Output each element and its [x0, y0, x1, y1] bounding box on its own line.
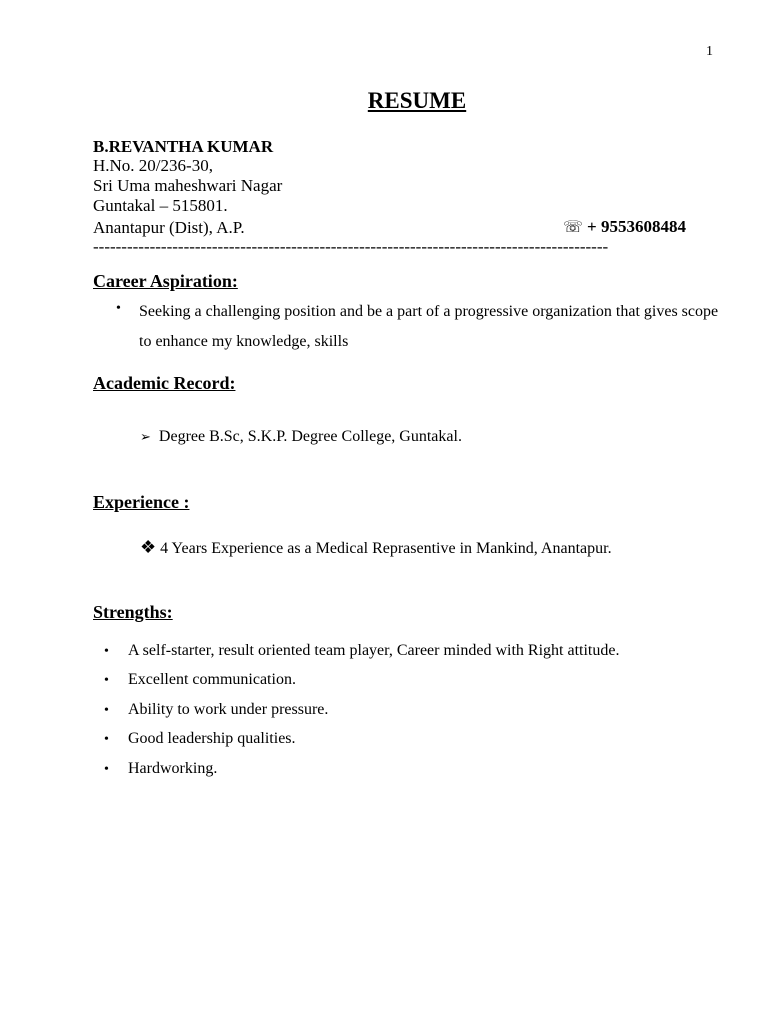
list-item [104, 730, 619, 759]
header-divider: ------------------------------------------------------------------------------------------- [93, 237, 609, 256]
page-number: 1 [706, 44, 713, 59]
list-item [104, 701, 619, 730]
academic-item-text: Degree B.Sc, S.K.P. Degree College, Guntakal. [158, 428, 462, 445]
bullet-icon: • [104, 644, 109, 659]
strengths-heading: Strengths: [93, 602, 173, 622]
experience-item-text: 4 Years Experience as a Medical Reprasentive in Mankind, Anantapur. [160, 540, 612, 557]
address-line-4: Anantapur (Dist), A.P. [93, 218, 245, 237]
strengths-list [104, 642, 619, 789]
address-line-2: Sri Uma maheshwari Nagar [93, 176, 283, 195]
bullet-icon: • [104, 673, 109, 689]
bullet-icon: • [104, 761, 109, 777]
phone-contact [563, 217, 686, 237]
list-item [104, 642, 619, 671]
list-item [104, 760, 619, 789]
phone-number: + 9553608484 [587, 217, 686, 236]
address-line-1: H.No. 20/236-30, [93, 156, 213, 175]
strength-text: Hardworking. [128, 759, 218, 777]
academic-heading: Academic Record: [93, 373, 236, 393]
career-heading: Career Aspiration: [93, 271, 238, 291]
strength-text: Good leadership qualities. [128, 730, 296, 748]
diamond-bullet-icon: ❖ [140, 537, 157, 557]
telephone-icon: ☏ [563, 219, 584, 236]
candidate-name: B.REVANTHA KUMAR [93, 137, 274, 156]
experience-heading: Experience : [93, 492, 190, 512]
strength-text: A self-starter, result oriented team player, Career minded with Right attitude. [128, 642, 620, 659]
bullet-icon: • [116, 301, 121, 316]
list-item [104, 671, 619, 700]
bullet-icon: • [104, 702, 109, 718]
arrow-bullet-icon: ➢ [140, 429, 151, 444]
bullet-icon: • [104, 732, 109, 748]
page-title: RESUME [367, 88, 467, 113]
experience-item [140, 537, 612, 558]
strength-text: Ability to work under pressure. [128, 700, 329, 718]
address-line-3: Guntakal – 515801. [93, 196, 228, 215]
academic-item [140, 428, 462, 446]
career-text: Seeking a challenging position and be a part of a progressive organization that gives scope to enhance my knowledge, skills [139, 303, 719, 350]
strength-text: Excellent communication. [128, 671, 296, 689]
